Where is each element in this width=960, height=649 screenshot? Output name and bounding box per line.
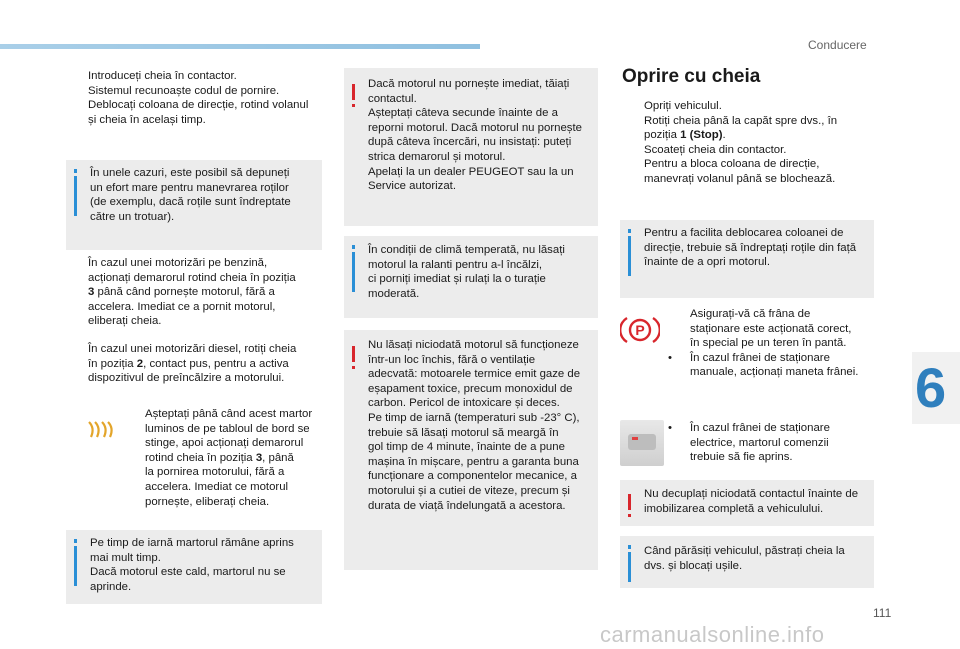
parking-p-label: P [635,322,645,338]
warning-icon [352,84,355,100]
section-title: Conducere [808,38,867,52]
warning-icon [352,346,355,362]
top-accent-bar [0,44,480,49]
info-box-winter: Pe timp de iarnă martorul rămâne aprins mai mult timp. Dacă motorul este cald, martorul nu se aprinde. [66,530,322,604]
preheat-warning-light-icon [86,418,120,440]
info-box-wheels: Pentru a facilita deblocarea coloanei de direcție, trebuie să îndreptați roțile din față înainte de a opri motorul. [620,220,874,298]
warning-box-ignition: Nu decuplați niciodată contactul înainte de imobilizarea completă a vehiculului. [620,480,874,526]
bullet-marker: • [668,351,672,364]
page-title: Oprire cu cheia [622,66,761,87]
warning-box-ventilation: Nu lăsați niciodată motorul să funcționeze într-un loc închis, fără o ventilație adecvată: motoarele termice emit gaze de eșapament toxice, precum monoxidul de carbon. Pericol de intoxicare și deces. Pe timp de iarnă (temperaturi sub -23° C), trebuie să lăsați motorul să meargă în gol timp de 4 minute, înainte de a pune mașina în mișcare, pentru a garanta buna funcționare a componentelor mecanice, a motorului și a cutiei de viteze, precum și durata de viață îndelungată a acestora. [344,330,598,570]
diesel-step: În cazul unei motorizări diesel, rotiți cheia în poziția 2, contact pus, pentru a activa dispozitivul de preîncălzire a motorului. [88,343,297,385]
parking-brake-warning-icon [620,314,660,346]
info-icon [628,236,631,276]
chapter-tab [912,352,960,424]
warning-box-restart: Dacă motorul nu pornește imediat, tăiați contactul. Așteptați câteva secunde înainte de a reporni motorul. Dacă motorul nu pornește după câteva încercări, nu insistați: puteți strica demarorul și motorul. Apelați la un dealer PEUGEOT sau la un Service autorizat. [344,68,598,226]
electric-brake-step: • În cazul frânei de staționare electrice, martorul comenzii trebuie să fie aprins. [668,422,830,464]
page-number: 111 [873,606,892,620]
warning-icon [628,494,631,510]
start-steps: Introduceți cheia în contactor. Sistemul recunoaște codul de pornire. Deblocați coloana de direcție, rotind volanul și cheia în același timp. [88,70,309,126]
parking-brake-steps: Asigurați-vă că frâna de staționare este acționată corect, în special pe un teren în pantă. • În cazul frânei de staționare manuale, acționați maneta frânei. [668,308,859,379]
info-icon [74,546,77,586]
petrol-step: În cazul unei motorizări pe benzină, acționați demarorul rotind cheia în poziția 3 până când pornește motorul, fără a accelera. Imediat ce a pornit motorul, eliberați cheia. [88,257,296,328]
stop-steps: Opriți vehiculul. Rotiți cheia până la capăt spre dvs., în poziția 1 (Stop). Scoateți cheia din contactor. Pentru a bloca coloana de direcție, manevrați volanul până se blochează. [644,100,838,185]
info-icon [352,252,355,292]
chapter-number: 6 [915,356,947,419]
info-icon [628,552,631,582]
info-icon [74,176,77,216]
info-box-idle: În condiții de climă temperată, nu lăsați motorul la ralanti pentru a-l încălzi, ci porniți imediat și rulați la o turație moderată. [344,236,598,318]
watermark: carmanualsonline.info [600,622,825,647]
info-box-effort: În unele cazuri, este posibil să depuneți un efort mare pentru manevrarea roților (de exemplu, dacă roțile sunt îndreptate către un trotuar). [66,160,322,250]
bullet-marker: • [668,422,672,434]
electric-parking-brake-switch-image [620,420,664,466]
glow-plug-step: Așteptați până când acest martor luminos de pe tabloul de bord se stinge, apoi acționați demarorul rotind cheia în poziția 3, până la pornirea motorului, fără a accelera. Imediat ce motorul pornește, eliberați cheia. [145,408,313,508]
info-box-leaving: Când părăsiți vehiculul, păstrați cheia la dvs. și blocați ușile. [620,536,874,588]
